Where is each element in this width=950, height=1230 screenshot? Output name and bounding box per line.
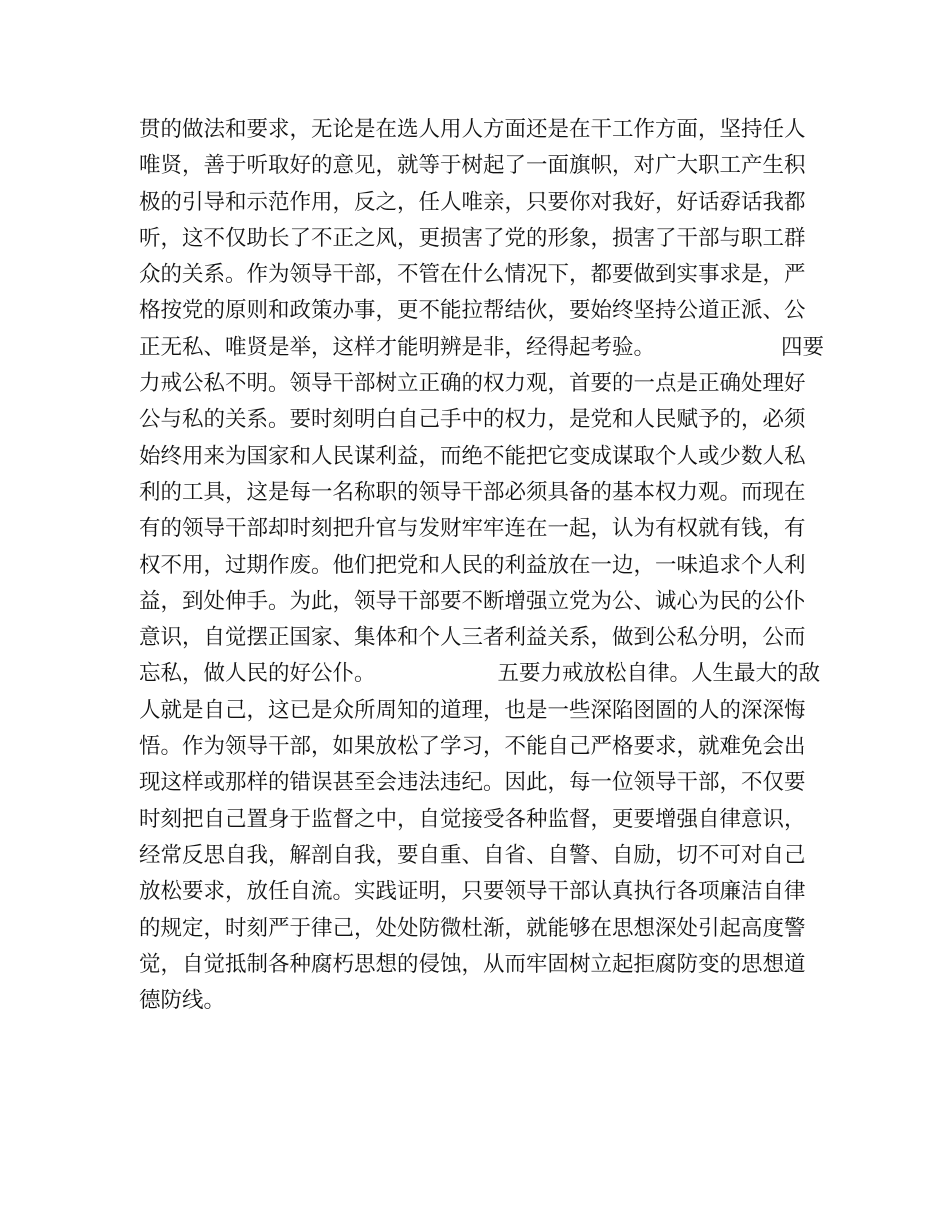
text-line: 的规定，时刻严于律己，处处防微杜渐，就能够在思想深处引起高度警 (139, 915, 806, 941)
text-line: 人就是自己，这已是众所周知的道理，也是一些深陷囹圄的人的深深悔 (139, 697, 806, 723)
text-line: 益，到处伸手。为此，领导干部要不断增强立党为公、诚心为民的公仆 (139, 588, 806, 614)
text-line: 悟。作为领导干部，如果放松了学习，不能自己严格要求，就难免会出 (139, 734, 806, 760)
text-line: 利的工具，这是每一名称职的领导干部必须具备的基本权力观。而现在 (139, 479, 806, 505)
text-line: 力戒公私不明。领导干部树立正确的权力观，首要的一点是正确处理好 (139, 371, 806, 397)
text-line: 放松要求，放任自流。实践证明，只要领导干部认真执行各项廉洁自律 (139, 879, 806, 905)
text-line: 极的引导和示范作用，反之，任人唯亲，只要你对我好，好话孬话我都 (139, 189, 806, 215)
text-line: 德防线。 (139, 988, 226, 1014)
text-line: 众的关系。作为领导干部，不管在什么情况下，都要做到实事求是，严 (139, 262, 806, 288)
text-line: 唯贤，善于听取好的意见，就等于树起了一面旗帜，对广大职工产生积 (139, 153, 806, 179)
text-line: 始终用来为国家和人民谋利益，而绝不能把它变成谋取个人或少数人私 (139, 443, 806, 469)
text-line: 公与私的关系。要时刻明白自己手中的权力，是党和人民赋予的，必须 (139, 407, 806, 433)
body-text (139, 112, 825, 1019)
text-line: 经常反思自我，解剖自我，要自重、自省、自警、自励，切不可对自己 (139, 842, 806, 868)
text-line: 贯的做法和要求，无论是在选人用人方面还是在干工作方面，坚持任人 (139, 117, 806, 142)
text-line: 现这样或那样的错误甚至会违法违纪。因此，每一位领导干部，不仅要 (139, 770, 806, 796)
section-heading-four: 四要 (781, 334, 825, 360)
text-line: 听，这不仅助长了不正之风，更损害了党的形象，损害了干部与职工群 (139, 225, 806, 251)
text-segment: 忘私，做人民的好公仆。 (139, 661, 376, 687)
text-line: 格按党的原则和政策办事，更不能拉帮结伙，要始终坚持公道正派、公 (139, 298, 806, 324)
text-segment: 正无私、唯贤是举，这样才能明辨是非，经得起考验。 (139, 334, 656, 360)
text-line: 意识，自觉摆正国家、集体和个人三者利益关系，做到公私分明，公而 (139, 625, 806, 651)
text-line: 觉，自觉抵制各种腐朽思想的侵蚀，从而牢固树立起拒腐防变的思想道 (139, 951, 806, 977)
text-line: 时刻把自己置身于监督之中，自觉接受各种监督，更要增强自律意识， (139, 806, 806, 832)
text-line (139, 656, 819, 692)
section-heading-five: 五要力戒放松自律。人生最大的敌 (497, 661, 821, 687)
text-line (139, 330, 825, 366)
text-line: 有的领导干部却时刻把升官与发财牢牢连在一起，认为有权就有钱，有 (139, 516, 806, 542)
text-line: 权不用，过期作废。他们把党和人民的利益放在一边，一味追求个人利 (139, 552, 806, 578)
